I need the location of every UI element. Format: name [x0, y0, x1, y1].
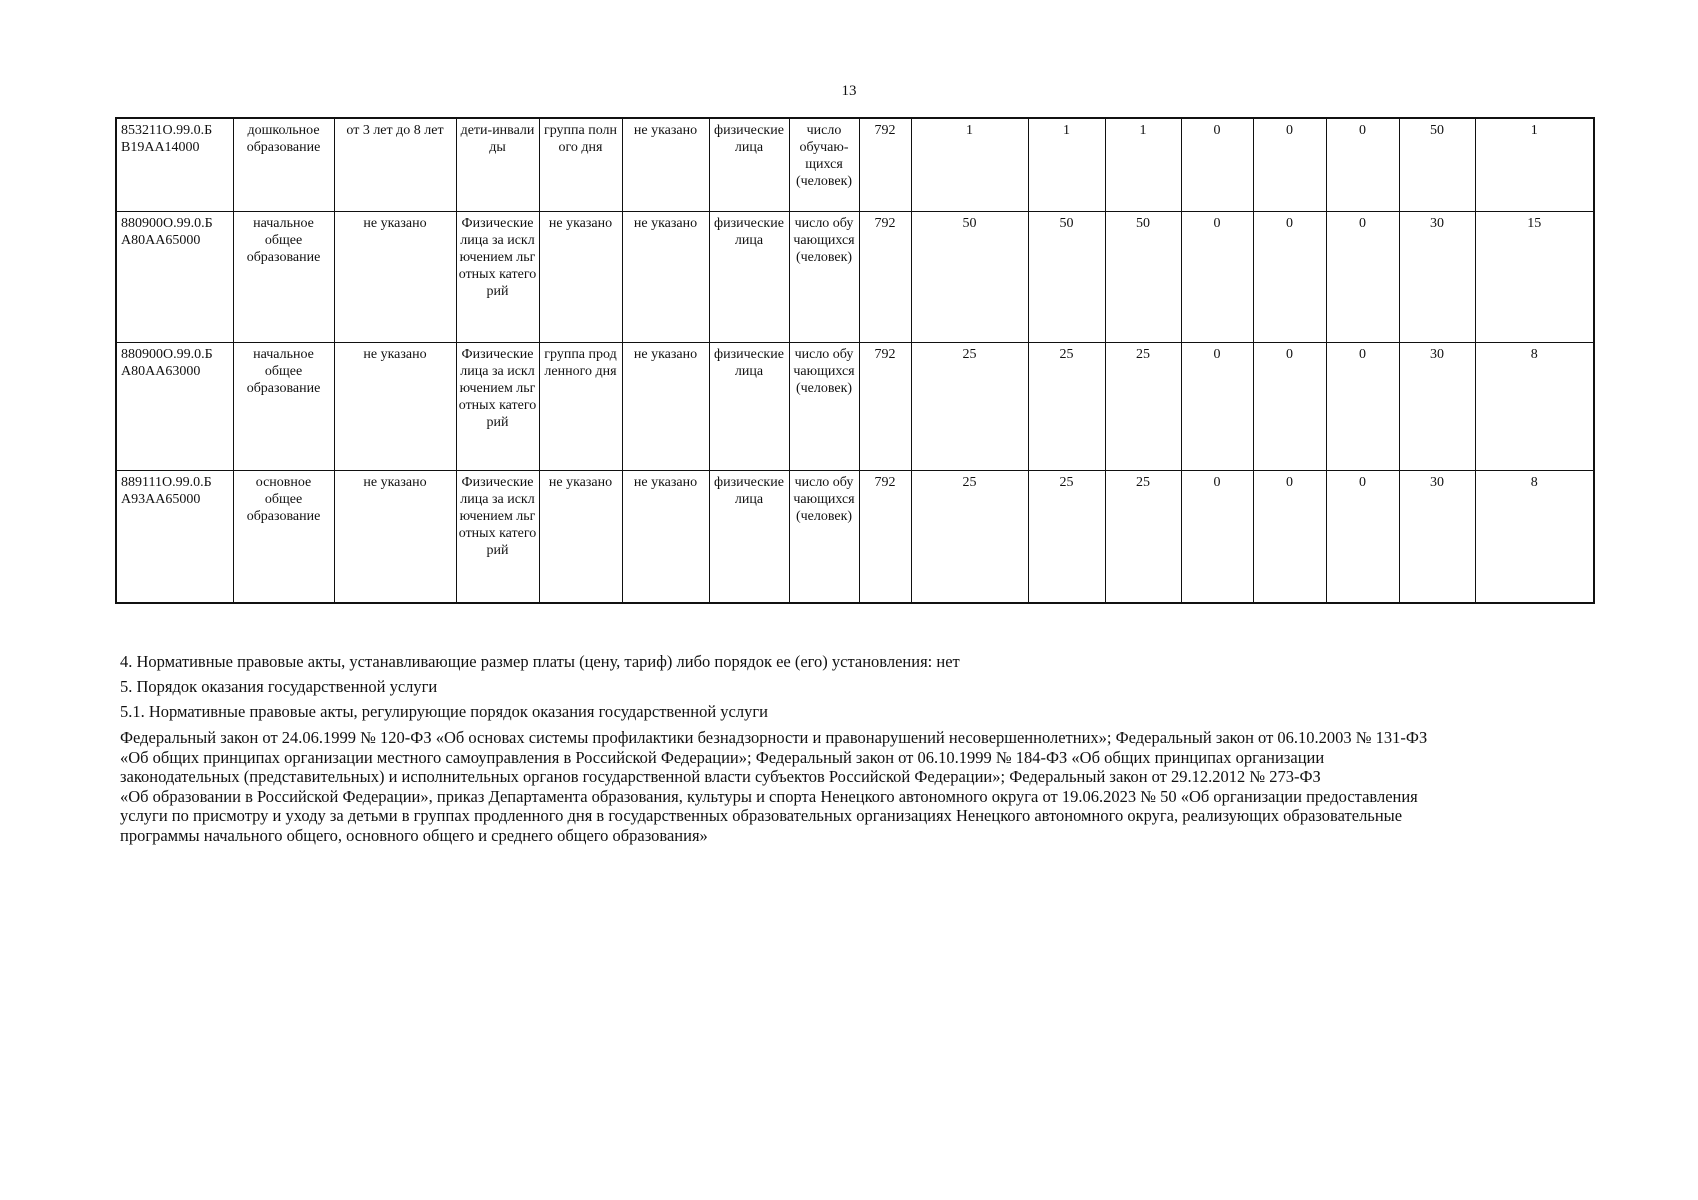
category-cell: Физические лица за исключением льготных категорий	[456, 471, 539, 604]
section-4-heading: 4. Нормативные правовые акты, устанавливающие размер платы (цену, тариф) либо порядок ее (его) установления: нет	[120, 652, 960, 671]
value-cell: 0	[1326, 343, 1399, 471]
persons-cell: физические лица	[709, 212, 789, 343]
registry-code-cell: 880900О.99.0.Б А80АА63000	[116, 343, 233, 471]
value-cell: 25	[1028, 343, 1105, 471]
table-row	[116, 471, 1594, 604]
age-group-cell: не указано	[334, 471, 456, 604]
value-cell: 50	[1028, 212, 1105, 343]
value-cell: 0	[1253, 343, 1326, 471]
stay-form-cell: не указано	[539, 212, 622, 343]
value-cell: 50	[1105, 212, 1181, 343]
table-row	[116, 212, 1594, 343]
measure-unit-cell: число обучаю-щихся (человек)	[789, 118, 859, 212]
category-cell: дети-инвалиды	[456, 118, 539, 212]
value-cell: 0	[1181, 212, 1253, 343]
persons-cell: физические лица	[709, 118, 789, 212]
measure-unit-cell: число обучающихся (человек)	[789, 343, 859, 471]
stay-form-cell: группа полного дня	[539, 118, 622, 212]
value-cell: 25	[1105, 343, 1181, 471]
registry-code-cell: 880900О.99.0.Б А80АА65000	[116, 212, 233, 343]
okei-code-cell: 792	[859, 212, 911, 343]
value-cell: 50	[911, 212, 1028, 343]
value-cell: 0	[1326, 471, 1399, 604]
table-row	[116, 343, 1594, 471]
value-cell: 0	[1253, 118, 1326, 212]
legal-acts-line: программы начального общего, основного общего и среднего общего образования»	[120, 825, 708, 845]
specified-cell: не указано	[622, 212, 709, 343]
specified-cell: не указано	[622, 343, 709, 471]
specified-cell: не указано	[622, 471, 709, 604]
stay-form-cell: группа продленного дня	[539, 343, 622, 471]
value-cell: 1	[1105, 118, 1181, 212]
value-cell: 1	[911, 118, 1028, 212]
registry-code-cell: 889111О.99.0.Б А93АА65000	[116, 471, 233, 604]
legal-acts-line: услуги по присмотру и уходу за детьми в группах продленного дня в государственных образовательных организациях Ненецкого автономного округа, реализующих образовательные	[120, 806, 1403, 825]
value-cell: 0	[1181, 118, 1253, 212]
value-cell: 0	[1181, 471, 1253, 604]
value-cell: 50	[1399, 118, 1475, 212]
legal-acts-line: законодательных (представительных) и исполнительных органов государственной власти субъектов Российской Федерации»; Федеральный закон от 29.12.2012 № 273-ФЗ	[120, 767, 1321, 786]
value-cell: 1	[1475, 118, 1594, 212]
value-cell: 0	[1253, 471, 1326, 604]
value-cell: 0	[1181, 343, 1253, 471]
value-cell: 25	[911, 343, 1028, 471]
persons-cell: физические лица	[709, 343, 789, 471]
legal-acts-line: «Об общих принципах организации местного самоуправления в Российской Федерации»; Федеральный закон от 06.10.1999 № 184-ФЗ «Об общих принципах организации	[120, 747, 1325, 767]
persons-cell: физические лица	[709, 471, 789, 604]
stay-form-cell: не указано	[539, 471, 622, 604]
value-cell: 0	[1326, 212, 1399, 343]
education-level-cell: начальное общее образование	[233, 343, 334, 471]
value-cell: 25	[1028, 471, 1105, 604]
education-level-cell: основное общее образование	[233, 471, 334, 604]
category-cell: Физические лица за исключением льготных категорий	[456, 212, 539, 343]
value-cell: 1	[1028, 118, 1105, 212]
value-cell: 8	[1475, 343, 1594, 471]
page-number: 13	[841, 83, 857, 99]
age-group-cell: не указано	[334, 212, 456, 343]
okei-code-cell: 792	[859, 471, 911, 604]
okei-code-cell: 792	[859, 118, 911, 212]
measure-unit-cell: число обучающихся (человек)	[789, 471, 859, 604]
value-cell: 15	[1475, 212, 1594, 343]
legal-acts-paragraph	[120, 728, 1590, 845]
value-cell: 8	[1475, 471, 1594, 604]
value-cell: 30	[1399, 212, 1475, 343]
education-level-cell: дошкольное образование	[233, 118, 334, 212]
specified-cell: не указано	[622, 118, 709, 212]
value-cell: 25	[911, 471, 1028, 604]
registry-code-cell: 853211О.99.0.Б В19АА14000	[116, 118, 233, 212]
section-5-heading: 5. Порядок оказания государственной услуги	[120, 677, 438, 696]
value-cell: 25	[1105, 471, 1181, 604]
value-cell: 0	[1253, 212, 1326, 343]
value-cell: 0	[1326, 118, 1399, 212]
age-group-cell: не указано	[334, 343, 456, 471]
value-cell: 30	[1399, 343, 1475, 471]
value-cell: 30	[1399, 471, 1475, 604]
section-5-1-heading: 5.1. Нормативные правовые акты, регулирующие порядок оказания государственной услуги	[120, 702, 768, 721]
category-cell: Физические лица за исключением льготных категорий	[456, 343, 539, 471]
measure-unit-cell: число обучающихся (человек)	[789, 212, 859, 343]
service-volume-table	[115, 117, 1595, 604]
education-level-cell: начальное общее образование	[233, 212, 334, 343]
legal-acts-line: «Об образовании в Российской Федерации», приказ Департамента образования, культуры и спорта Ненецкого автономного округа от 19.06.2023 № 50 «Об организации предоставления	[120, 786, 1418, 806]
okei-code-cell: 792	[859, 343, 911, 471]
table-row	[116, 118, 1594, 212]
legal-acts-line: Федеральный закон от 24.06.1999 № 120-ФЗ «Об основах системы профилактики безнадзорности и правонарушений несовершеннолетних»; Федеральный закон от 06.10.2003 № 131-ФЗ	[120, 728, 1428, 747]
age-group-cell: от 3 лет до 8 лет	[334, 118, 456, 212]
